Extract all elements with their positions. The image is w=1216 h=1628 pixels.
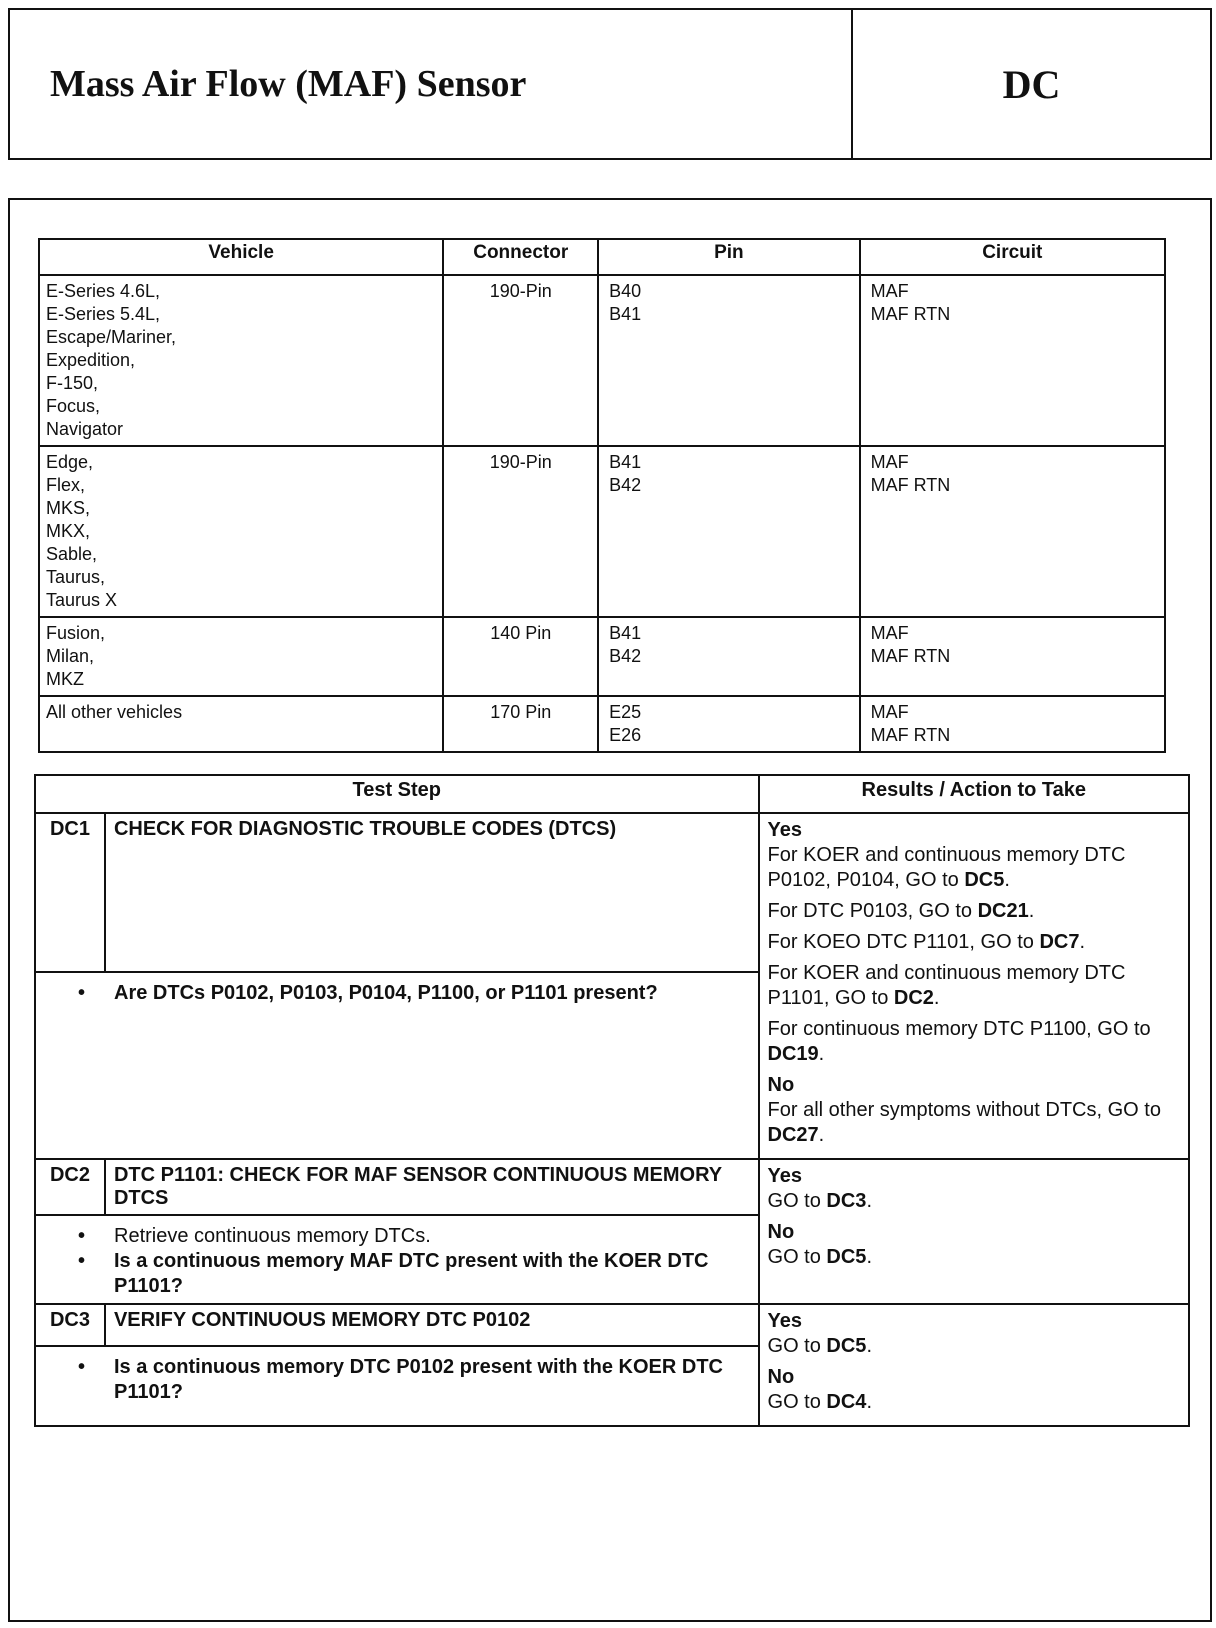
circuit-cell xyxy=(860,275,1165,446)
goto-step-link[interactable]: DC3 xyxy=(826,1190,867,1212)
result-text: GO to xyxy=(767,1391,827,1413)
circuit-name: MAF RTN xyxy=(870,475,951,495)
vehicle-name: Sable, xyxy=(46,544,98,564)
pin-number: B41 xyxy=(609,452,642,472)
vehicle-cell xyxy=(39,275,443,446)
step-bullets xyxy=(44,1355,750,1405)
pin-number: E26 xyxy=(609,725,642,745)
result-action xyxy=(768,843,1180,893)
circuit-name: MAF RTN xyxy=(870,304,951,324)
pin-table-row xyxy=(39,275,1165,446)
result-label: Yes xyxy=(767,819,802,841)
vehicle-name: Flex, xyxy=(46,475,86,495)
step-bullet: • Is a continuous memory MAF DTC present with the KOER DTC P1101? xyxy=(114,1249,750,1299)
steps-table-header xyxy=(35,775,1189,813)
result-end: . xyxy=(866,1246,872,1268)
connector-cell: 190-Pin xyxy=(443,275,598,446)
connector-cell: 140 Pin xyxy=(443,617,598,696)
result-end: . xyxy=(1079,931,1086,953)
pin-table-row xyxy=(39,617,1165,696)
result-text: For continuous memory DTC P1100, GO to xyxy=(767,1018,1151,1040)
result-label: No xyxy=(767,1221,795,1243)
circuit-name: MAF xyxy=(870,452,909,472)
result-end: . xyxy=(866,1335,872,1357)
title-cell xyxy=(10,10,853,158)
result-end: . xyxy=(818,1043,825,1065)
step-id: DC1 xyxy=(35,813,105,972)
pin-table xyxy=(38,238,1166,753)
vehicle-name: Taurus X xyxy=(46,590,118,610)
result-text: For KOEO DTC P1101, GO to xyxy=(767,931,1040,953)
step-id: DC3 xyxy=(35,1304,105,1346)
goto-step-link[interactable]: DC19 xyxy=(767,1043,819,1065)
connector-cell: 190-Pin xyxy=(443,446,598,617)
goto-step-link[interactable]: DC7 xyxy=(1039,931,1080,953)
circuit-cell xyxy=(860,446,1165,617)
result-label: Yes xyxy=(767,1165,802,1187)
circuit-name: MAF xyxy=(870,623,909,643)
goto-step-link[interactable]: DC5 xyxy=(826,1246,867,1268)
result-end: . xyxy=(866,1190,872,1212)
vehicle-cell xyxy=(39,696,443,752)
vehicle-name: All other vehicles xyxy=(46,702,183,722)
header-results: Results / Action to Take xyxy=(759,775,1189,813)
pin-number: B41 xyxy=(609,304,642,324)
step-title: CHECK FOR DIAGNOSTIC TROUBLE CODES (DTCS) xyxy=(105,813,759,972)
result-end: . xyxy=(866,1391,872,1413)
vehicle-name: MKX, xyxy=(46,521,91,541)
header-circuit: Circuit xyxy=(860,239,1165,275)
step-bullets xyxy=(44,981,750,1006)
result-text: GO to xyxy=(767,1246,827,1268)
step-title: DTC P1101: CHECK FOR MAF SENSOR CONTINUOUS MEMORY DTCS xyxy=(105,1159,759,1215)
step-results xyxy=(759,1304,1189,1426)
goto-step-link[interactable]: DC5 xyxy=(964,869,1005,891)
step-results xyxy=(759,813,1189,1159)
result-action xyxy=(768,1390,1180,1415)
result-text: For KOER and continuous memory DTC P0102, P0104, GO to xyxy=(767,844,1126,891)
step-bullets xyxy=(44,1224,750,1299)
pin-table-row xyxy=(39,696,1165,752)
result-label: No xyxy=(767,1074,795,1096)
circuit-name: MAF xyxy=(870,702,909,722)
goto-step-link[interactable]: DC4 xyxy=(826,1391,867,1413)
section-code: DC xyxy=(1002,61,1061,107)
circuit-name: MAF RTN xyxy=(870,646,951,666)
pin-table-row xyxy=(39,446,1165,617)
result-label: Yes xyxy=(767,1310,802,1332)
vehicle-name: E-Series 5.4L, xyxy=(46,304,161,324)
circuit-name: MAF xyxy=(870,281,909,301)
pin-number: B40 xyxy=(609,281,642,301)
step-header-row xyxy=(35,813,1189,972)
vehicle-name: Focus, xyxy=(46,396,101,416)
vehicle-name: Escape/Mariner, xyxy=(46,327,177,347)
result-action xyxy=(768,1189,1180,1214)
vehicle-cell xyxy=(39,617,443,696)
goto-step-link[interactable]: DC2 xyxy=(893,987,934,1009)
circuit-cell xyxy=(860,696,1165,752)
vehicle-name: Milan, xyxy=(46,646,95,666)
header-vehicle: Vehicle xyxy=(39,239,443,275)
pin-table-header xyxy=(39,239,1165,275)
vehicle-name: MKZ xyxy=(46,669,84,689)
result-action xyxy=(768,930,1180,955)
circuit-name: MAF RTN xyxy=(870,725,951,745)
circuit-cell xyxy=(860,617,1165,696)
header-connector: Connector xyxy=(443,239,598,275)
result-action xyxy=(768,1334,1180,1359)
result-end: . xyxy=(1004,869,1010,891)
step-results xyxy=(759,1159,1189,1304)
header-pin: Pin xyxy=(598,239,859,275)
result-action xyxy=(768,961,1180,1011)
pin-number: B42 xyxy=(609,646,642,666)
pin-cell xyxy=(598,446,859,617)
step-body xyxy=(35,972,759,1159)
content-frame xyxy=(8,198,1212,1622)
pin-cell xyxy=(598,617,859,696)
vehicle-name: F-150, xyxy=(46,373,99,393)
result-end: . xyxy=(1028,900,1035,922)
step-bullet: • Are DTCs P0102, P0103, P0104, P1100, or P1101 present? xyxy=(114,981,750,1006)
result-action xyxy=(768,1017,1180,1067)
goto-step-link[interactable]: DC21 xyxy=(977,900,1029,922)
pin-cell xyxy=(598,275,859,446)
goto-step-link[interactable]: DC27 xyxy=(767,1124,819,1146)
pin-cell xyxy=(598,696,859,752)
page-header xyxy=(8,8,1212,160)
vehicle-name: E-Series 4.6L, xyxy=(46,281,161,301)
vehicle-name: Taurus, xyxy=(46,567,106,587)
vehicle-name: Navigator xyxy=(46,419,124,439)
vehicle-cell xyxy=(39,446,443,617)
result-label: No xyxy=(767,1366,795,1388)
step-body xyxy=(35,1346,759,1427)
result-text: For KOER and continuous memory DTC P1101, GO to xyxy=(767,962,1126,1009)
vehicle-name: Expedition, xyxy=(46,350,136,370)
result-action xyxy=(768,1245,1180,1270)
step-bullet: • Is a continuous memory DTC P0102 present with the KOER DTC P1101? xyxy=(114,1355,750,1405)
pin-number: E25 xyxy=(609,702,642,722)
step-body xyxy=(35,1215,759,1304)
vehicle-name: MKS, xyxy=(46,498,91,518)
step-id: DC2 xyxy=(35,1159,105,1215)
step-header-row xyxy=(35,1159,1189,1215)
result-text: GO to xyxy=(767,1190,827,1212)
pin-number: B41 xyxy=(609,623,642,643)
vehicle-name: Edge, xyxy=(46,452,94,472)
goto-step-link[interactable]: DC5 xyxy=(826,1335,867,1357)
connector-cell: 170 Pin xyxy=(443,696,598,752)
step-header-row xyxy=(35,1304,1189,1346)
page-title: Mass Air Flow (MAF) Sensor xyxy=(50,63,527,105)
result-text: For all other symptoms without DTCs, GO to xyxy=(767,1099,1161,1121)
test-steps-table xyxy=(34,774,1190,1427)
result-text: For DTC P0103, GO to xyxy=(767,900,978,922)
result-end: . xyxy=(933,987,940,1009)
result-text: GO to xyxy=(767,1335,827,1357)
step-bullet: • Retrieve continuous memory DTCs. xyxy=(114,1224,750,1249)
vehicle-name: Fusion, xyxy=(46,623,106,643)
result-end: . xyxy=(818,1124,825,1146)
pin-number: B42 xyxy=(609,475,642,495)
step-title: VERIFY CONTINUOUS MEMORY DTC P0102 xyxy=(105,1304,759,1346)
result-action xyxy=(768,1098,1180,1148)
result-action xyxy=(768,899,1180,924)
header-test-step: Test Step xyxy=(35,775,759,813)
